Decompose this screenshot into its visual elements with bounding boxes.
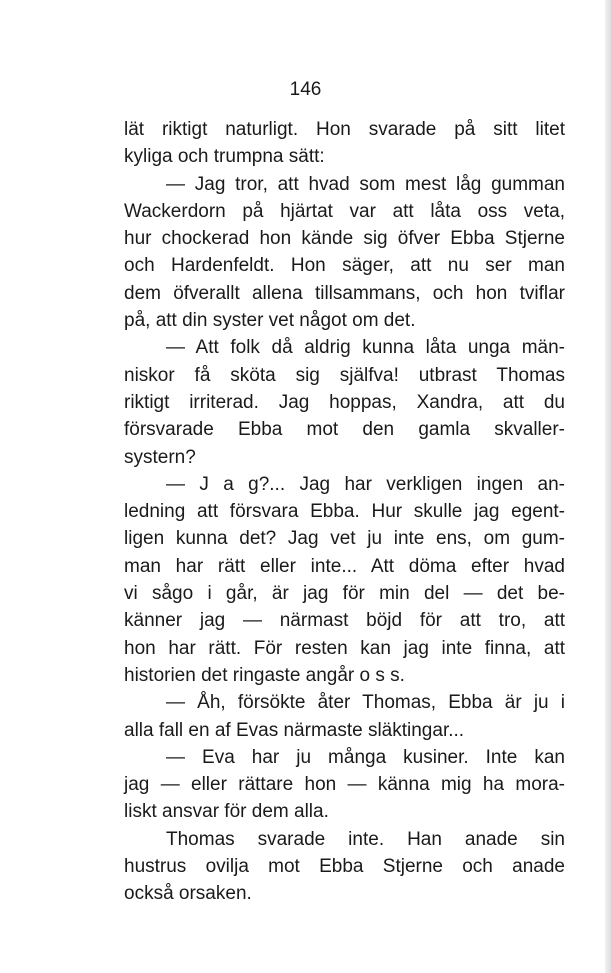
text-line: — Eva har ju många kusiner. Inte kan <box>166 746 565 768</box>
text-line: hur chockerad hon kände sig öfver Ebba Stjerne <box>124 228 565 250</box>
text-line: hustrus ovilja mot Ebba Stjerne och anade <box>124 856 565 878</box>
text-line: jag — eller rättare hon — känna mig ha mora- <box>124 774 565 796</box>
text-line: kyliga och trumpna sätt: <box>124 146 325 168</box>
text-line: niskor få sköta sig själfva! utbrast Thomas <box>124 364 565 386</box>
text-line: ligen kunna det? Jag vet ju inte ens, om gum- <box>124 528 565 550</box>
text-line: alla fall en af Evas närmaste släktingar... <box>124 719 465 741</box>
text-line: liskt ansvar för dem alla. <box>124 801 329 823</box>
text-line: vi sågo i går, är jag för min del — det be- <box>124 583 565 605</box>
text-line: systern? <box>124 446 196 468</box>
text-line: riktigt irriterad. Jag hoppas, Xandra, att du <box>124 391 565 413</box>
body-text <box>124 116 565 908</box>
text-line: — Åh, försökte åter Thomas, Ebba är ju i <box>166 692 565 714</box>
text-line: dem öfverallt allena tillsammans, och hon tviflar <box>124 282 565 304</box>
page-edge <box>605 0 611 973</box>
text-line: man har rätt eller inte... Att döma efter hvad <box>124 555 565 577</box>
text-line: och Hardenfeldt. Hon säger, att nu ser man <box>124 255 565 277</box>
text-line: — Att folk då aldrig kunna låta unga män- <box>166 337 565 359</box>
text-line: lät riktigt naturligt. Hon svarade på sitt litet <box>124 119 565 140</box>
text-line: Wackerdorn på hjärtat var att låta oss veta, <box>124 200 565 222</box>
text-line: — Jag tror, att hvad som mest låg gumman <box>166 173 565 195</box>
text-line: hon har rätt. För resten kan jag inte finna, att <box>124 637 565 659</box>
text-line: också orsaken. <box>124 883 252 905</box>
page-number: 146 <box>289 79 322 100</box>
text-line: ledning att försvara Ebba. Hur skulle jag egent- <box>124 501 565 523</box>
text-line: Thomas svarade inte. Han anade sin <box>166 828 565 850</box>
text-line: — J a g?... Jag har verkligen ingen an- <box>166 473 565 495</box>
text-line: känner jag — närmast böjd för att tro, att <box>124 610 565 632</box>
text-line: historien det ringaste angår o s s. <box>124 664 405 686</box>
text-line: försvarade Ebba mot den gamla skvaller- <box>124 419 565 441</box>
text-line: på, att din syster vet något om det. <box>124 310 416 332</box>
